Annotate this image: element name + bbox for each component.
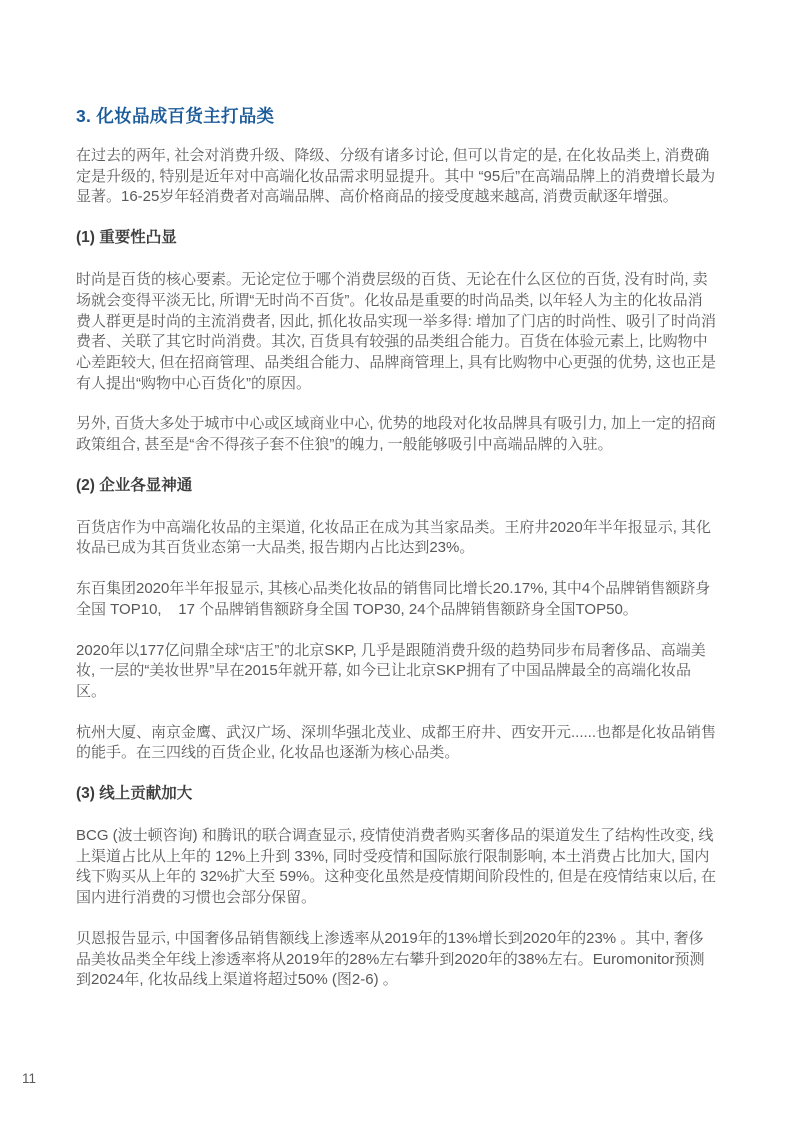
section-2-paragraph-1: 百货店作为中高端化妆品的主渠道, 化妆品正在成为其当家品类。王府井2020年半年报显示, 其化妆品已成为其百货业态第一大品类, 报告期内占比达到23%。 — [76, 518, 712, 557]
section-3-paragraph-1: BCG (波士顿咨询) 和腾讯的联合调查显示, 疫情使消费者购买奢侈品的渠道发生了结构性改变, 线上渠道占比从上年的 12%上升到 33%, 同时受疫情和国际旅行限制影响, 本土消费占比加大, 国内线下购买从上年的 32%扩大至 59%。这种变化虽然是疫情期间阶段性的, 但是在疫情结束以后, 在国内进行消费的习惯也会部分保留。 — [76, 827, 717, 907]
page-number: 11 — [22, 1071, 37, 1086]
section-1-paragraph-1: 时尚是百货的核心要素。无论定位于哪个消费层级的百货、无论在什么区位的百货, 没有时尚, 卖场就会变得平淡无比, 所谓“无时尚不百货”。化妆品是重要的时尚品类, 以年轻人为主的化妆品消费人群更是时尚的主流消费者, 因此, 抓化妆品实现一举多得: 增加了门店的时尚性、吸引了时尚消费者、关联了其它时尚消费。其次, 百货具有较强的品类组合能力。百货在体验元素上, 比购物中心差距较大, 但在招商管理、品类组合能力、品牌商管理上, 具有比购物中心更强的优势, 这也正是有人提出“购物中心百货化”的原因。 — [76, 271, 717, 392]
section-1-paragraph-2: 另外, 百货大多处于城市中心或区域商业中心, 优势的地段对化妆品牌具有吸引力, 加上一定的招商政策组合, 甚至是“舍不得孩子套不住狼”的魄力, 一般能够吸引中高端品牌的入驻。 — [76, 415, 717, 454]
section-2-heading: (2) 企业各显神通 — [76, 476, 193, 494]
section-3-heading: (3) 线上贡献加大 — [76, 785, 193, 803]
section-2-paragraph-2: 东百集团2020年半年报显示, 其核心品类化妆品的销售同比增长20.17%, 其中4个品牌销售额跻身全国 TOP10, 17 个品牌销售额跻身全国 TOP30, 24个品牌销售额跻身全国TOP50。 — [76, 580, 711, 618]
intro-paragraph: 在过去的两年, 社会对消费升级、降级、分级有诸多讨论, 但可以肯定的是, 在化妆品类上, 消费确定是升级的, 特别是近年对中高端化妆品需求明显提升。其中 “95后”在高端品牌上的消费增长最为显著。16-25岁年轻消费者对高端品牌、高价格商品的接受度越来越高, 消费贡献逐年增强。 — [76, 147, 716, 206]
page-title: 3. 化妆品成百货主打品类 — [76, 106, 275, 126]
section-2-paragraph-3: 2020年以177亿问鼎全球“店王”的北京SKP, 几乎是跟随消费升级的趋势同步布局奢侈品、高端美妆, 一层的“美妆世界”早在2015年就开幕, 如今已让北京SKP拥有了中国品牌最全的高端化妆品区。 — [76, 641, 706, 700]
section-2-paragraph-4: 杭州大厦、南京金鹰、武汉广场、深圳华强北茂业、成都王府井、西安开元......也都是化妆品销售的能手。在三四线的百货企业, 化妆品也逐渐为核心品类。 — [76, 723, 717, 762]
section-1-heading: (1) 重要性凸显 — [76, 229, 177, 247]
section-3-paragraph-2: 贝恩报告显示, 中国奢侈品销售额线上渗透率从2019年的13%增长到2020年的23% 。其中, 奢侈品美妆品类全年线上渗透率将从2019年的28%左右攀升到2020年的38%左右。Euromonitor预测到2024年, 化妆品线上渠道将超过50% (图2-6) 。 — [76, 929, 705, 989]
